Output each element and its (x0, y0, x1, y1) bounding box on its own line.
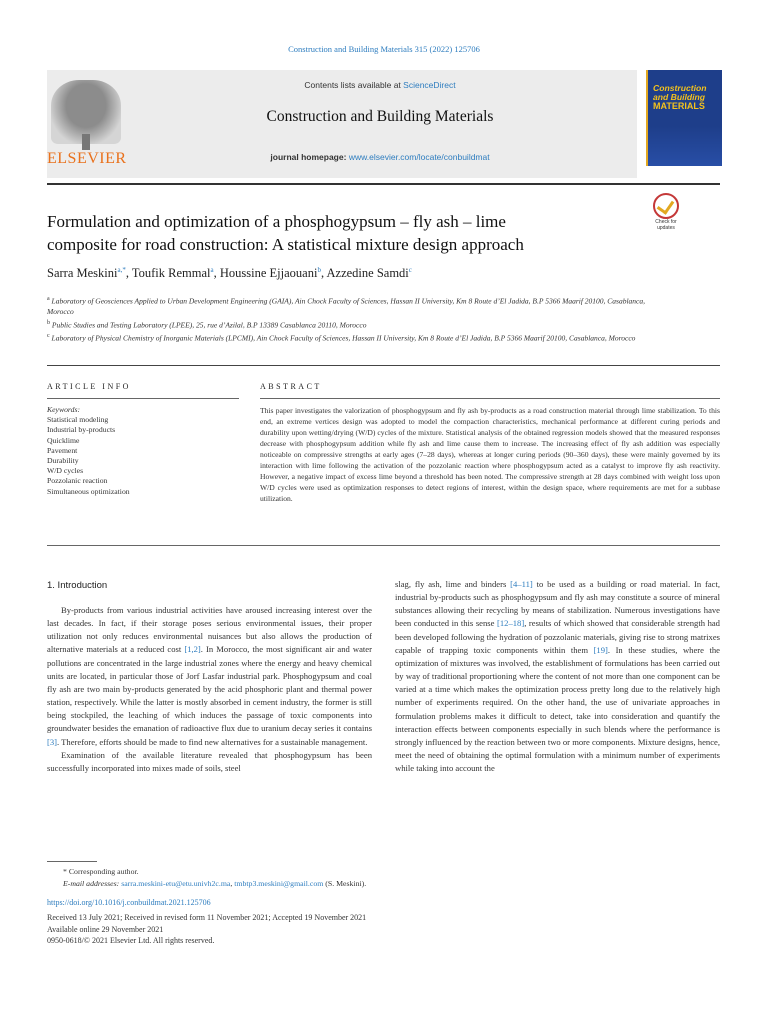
abstract-text: This paper investigates the valorization of phosphogypsum and fly ash by-products as a road construction material through lime stabilization. To this end, an extreme vertices design was adopted to model the compaction characteristics, mechanical performance at different curing periods and durability upon wetting/drying (W/D) cycles of the mixture. Statistical analysis of the obtained regression models showed that the measured responses decrease with phosphogypsum addition while fly ash and lime cause them to increase. The increasing effect of fly ash addition was especially noticeable on compressive strengths at early ages (7–28 days), whereas at longer curing periods (90–360 days), these were mainly governed by its interaction with lime following the activation of the pozzolanic reaction where phosphogypsum acted as a catalyst to improve fly ash reactivity. However, a negative impact of excess lime beyond a threshold has been noted. The compressive strength at 28 days combined with weight loss upon W/D cycles were used as optimization responses to detect regions of interest, within the design space, where requirements are met for a subbase utilization. (260, 406, 720, 503)
citation-link[interactable]: [19] (593, 644, 608, 655)
journal-cover[interactable] (646, 70, 722, 166)
email-link[interactable]: tmbtp3.meskini@gmail.com (234, 878, 324, 888)
affiliation-item (47, 331, 667, 344)
article-history (47, 912, 647, 947)
article-info-divider (47, 398, 239, 399)
homepage-label: journal homepage: (270, 152, 347, 162)
email-separator: , (230, 878, 235, 888)
cover-line: and Building (653, 92, 706, 102)
paragraph-text: to be used as a building or road material. In fact, industrial by-products such as phosphogypsum and fly ash may constitute a source of mineral substances allowing their recycling by means of stabilization. Numerous investigations have been conducted in this sense (395, 579, 721, 629)
journal-title: Construction and Building Materials (266, 108, 494, 125)
citation-link[interactable]: [3] (47, 736, 58, 747)
abstract-divider (260, 398, 720, 399)
paragraph-text: slag, fly ash, lime and binders (395, 579, 511, 589)
citation-link[interactable]: [12–18] (496, 618, 525, 629)
abstract-heading: ABSTRACT (260, 382, 322, 391)
corresponding-author-note: * Corresponding author. (63, 867, 139, 876)
affiliation-text: Laboratory of Physical Chemistry of Inorganic Materials (LPCMI), Ain Chock Faculty of Sciences, Hassan II University, Km 8 Route d’El Jadida, B.P 5366 Maarif 20100, Casablanca, Morocco (51, 333, 636, 342)
affiliations (47, 294, 667, 344)
body-column-right (395, 578, 720, 775)
paragraph (47, 604, 372, 749)
journal-homepage (150, 152, 610, 162)
cover-image (648, 126, 722, 166)
tree-icon (51, 80, 121, 144)
cover-line: Construction (653, 83, 707, 93)
keyword-item: Pavement (47, 445, 78, 455)
author-name[interactable]: Azzedine Samdi (326, 266, 409, 281)
affiliation-item (47, 318, 667, 331)
affiliation-mark: b (47, 319, 50, 326)
paragraph-text: . Therefore, efforts should be made to find new alternatives for a sustainable management. (57, 736, 368, 747)
keyword-item: Pozzolanic reaction (47, 476, 108, 486)
author-affiliation-mark[interactable]: a,* (117, 266, 126, 274)
contents-prefix: Contents lists available at (304, 80, 404, 90)
check-for-updates-button[interactable] (648, 193, 684, 229)
keyword-item: Simultaneous optimization (47, 486, 130, 496)
citation-link[interactable]: [1,2] (184, 644, 201, 655)
contents-line (150, 80, 610, 90)
author-affiliation-mark[interactable]: b (317, 266, 321, 274)
paragraph-text: Examination of the available literature revealed that phosphogypsum has been successfully incorporated into mixes made of soils, steel (47, 749, 372, 773)
keyword-item: Quicklime (47, 435, 80, 445)
paragraph-text: . In Morocco, the most significant air and water pollutions are concentrated in the large industrial zones where the energy and heavy chemical units are located, in particular those of Jorf Lasfar industrial park. Phosphogypsum and coal fly ash are two main by-products generated by the acid phosphoric plant and thermal power station, respectively. While the latter is mostly absorbed in cement industry, the former is still being stockpiled, the leaching of which induces the passage of toxic components into groundwater besides the emanation of radioactive flux due to uranium decay series it contains (47, 644, 372, 734)
footnotes (47, 866, 647, 889)
header-divider (47, 183, 720, 185)
cover-line: MATERIALS (653, 101, 705, 111)
keyword-item: W/D cycles (47, 466, 84, 476)
footnote-divider (47, 861, 97, 862)
email-link[interactable]: sarra.meskini-etu@etu.univh2c.ma (121, 878, 231, 888)
keyword-item: Industrial by-products (47, 425, 116, 435)
affiliation-text: Laboratory of Geosciences Applied to Urban Development Engineering (GAIA), Ain Chock Faculty of Sciences, Hassan II University, Km 8 Route d’El Jadida, B.P 5366 Maarif 20100, Casablanca, Morocco (47, 296, 645, 316)
check-updates-label: Check for updates (655, 219, 677, 231)
affiliation-mark: c (47, 332, 50, 339)
abstract-bottom-divider (47, 545, 720, 546)
homepage-link[interactable]: www.elsevier.com/locate/conbuildmat (348, 152, 490, 162)
author-name[interactable]: Sarra Meskini (47, 266, 118, 281)
keyword-item: Statistical modeling (47, 415, 109, 425)
history-available: Available online 29 November 2021 (47, 924, 164, 934)
history-received: Received 13 July 2021; Received in revised form 11 November 2021; Accepted 19 November 2021 (47, 913, 367, 922)
article-info-heading: ARTICLE INFO (47, 382, 131, 391)
title-line: Formulation and optimization of a phosphogypsum – fly ash – lime (47, 212, 506, 231)
affiliation-mark: a (47, 296, 50, 302)
keywords-list (47, 405, 237, 497)
author-list: Sarra Meskini$^{a,*}$, Toufik Remmal$^a$, Houssine Ejjaouani$^b$, Azzedine Samdi$^c$ (47, 266, 412, 281)
publisher-name: ELSEVIER (47, 150, 127, 167)
elsevier-logo[interactable] (47, 78, 125, 168)
check-updates-icon (653, 193, 679, 219)
journal-reference[interactable]: Construction and Building Materials 315 (2022) 125706 (288, 44, 480, 54)
keywords-label: Keywords: (47, 405, 81, 414)
keyword-item: Durability (47, 456, 79, 466)
email-line (47, 878, 647, 890)
email-label: E-mail addresses: (63, 878, 120, 888)
doi-link[interactable]: https://doi.org/10.1016/j.conbuildmat.2021.125706 (47, 898, 211, 907)
affiliation-text: Public Studies and Testing Laboratory (LPEE), 25, rue d’Azilal, B.P 13389 Casablanca 20110, Morocco (51, 320, 367, 329)
paragraph-text: By-products from various industrial activities have aroused increasing interest over the last decades. In fact, if their storage poses serious environmental issues, their proper utilization not only reduces environmental nuisances but also allows the production of alternative materials at a reduced cost (47, 605, 372, 655)
article-title (47, 210, 637, 256)
title-line: composite for road construction: A statistical mixture design approach (47, 235, 524, 254)
sciencedirect-link[interactable]: ScienceDirect (403, 80, 456, 90)
paragraph (47, 749, 372, 775)
body-column-left (47, 604, 372, 775)
citation-link[interactable]: [4–11] (510, 579, 533, 589)
cover-title (648, 70, 722, 111)
email-suffix: (S. Meskini). (323, 878, 367, 888)
author-affiliation-mark[interactable]: a (210, 266, 214, 274)
affiliation-item (47, 294, 667, 318)
copyright: 0950-0618/© 2021 Elsevier Ltd. All rights reserved. (47, 936, 215, 945)
paragraph-text: , results of which showed that considerable strength had been developed following the hydration of pozzolanic materials, giving rise to strong matrixes capable of trapping toxic components within them (395, 618, 720, 655)
section-divider (47, 365, 720, 366)
author-name[interactable]: Toufik Remmal (131, 266, 211, 281)
paragraph-text: . In these studies, where the optimization of mixtures was involved, the establishment of formulations has been carried out by way of traditional proportioning where the content of not more than one component can be varied at a time which makes the optimization process pretty long due to the relatively high number of experiments required. On the other hand, the use of univariate approaches in formulation problems makes it difficult to detect, take into consideration and quantify the interaction effects between components especially in such blends where the performance is strongly influenced by the reaction between two or more components. Mixture designs, hence, meet the need of obtaining the optimal formulation with a minimum number of experiments while taking into account the (395, 644, 720, 774)
author-affiliation-mark[interactable]: c (408, 266, 412, 274)
author-name[interactable]: Houssine Ejjaouani (219, 266, 318, 281)
introduction-heading: 1. Introduction (47, 580, 108, 591)
